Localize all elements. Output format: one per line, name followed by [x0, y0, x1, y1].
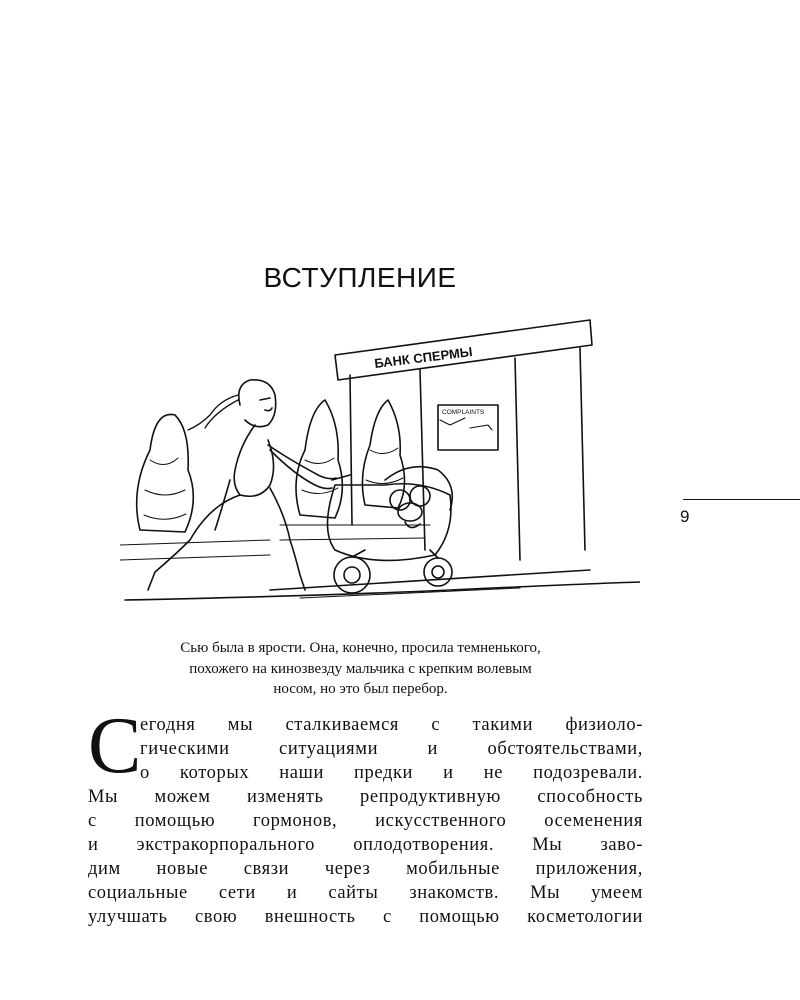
body-line: Мы можем изменять репродуктивную способность	[88, 787, 643, 807]
poster-text: COMPLAINTS	[442, 409, 485, 416]
body-line: о которых наши предки и не подозревали.	[140, 763, 643, 783]
tree-left	[137, 414, 194, 532]
page-number: 9	[680, 507, 690, 526]
sign-text: БАНК СПЕРМЫ	[373, 344, 474, 371]
page-number-rule	[683, 499, 800, 500]
body-line: дим новые связи через мобильные приложения,	[88, 859, 643, 879]
tree-middle	[296, 400, 342, 518]
cartoon-illustration	[120, 300, 640, 620]
body-line: социальные сети и сайты знакомств. Мы умеем	[88, 883, 643, 903]
caption-line: похожего на кинозвезду мальчика с крепким волевым	[189, 660, 532, 677]
body-line: улучшать свою внешность с помощью косметологии	[88, 907, 643, 927]
body-line: и экстракорпорального оплодотворения. Мы заво-	[88, 835, 643, 855]
chapter-title: ВСТУПЛЕНИЕ	[263, 262, 457, 293]
illustration-caption	[88, 638, 633, 700]
caption-line: Сью была в ярости. Она, конечно, просила темненького,	[180, 640, 541, 656]
body-line: гическими ситуациями и обстоятельствами,	[140, 739, 643, 759]
body-line: егодня мы сталкиваемся с такими физиоло-	[140, 715, 643, 735]
drop-cap: С	[88, 702, 142, 790]
body-paragraph	[88, 713, 643, 929]
body-line: с помощью гормонов, искусственного осеменения	[88, 811, 643, 831]
tree-right	[362, 400, 404, 508]
caption-line: носом, но это был перебор.	[273, 681, 448, 697]
pram	[328, 467, 453, 593]
